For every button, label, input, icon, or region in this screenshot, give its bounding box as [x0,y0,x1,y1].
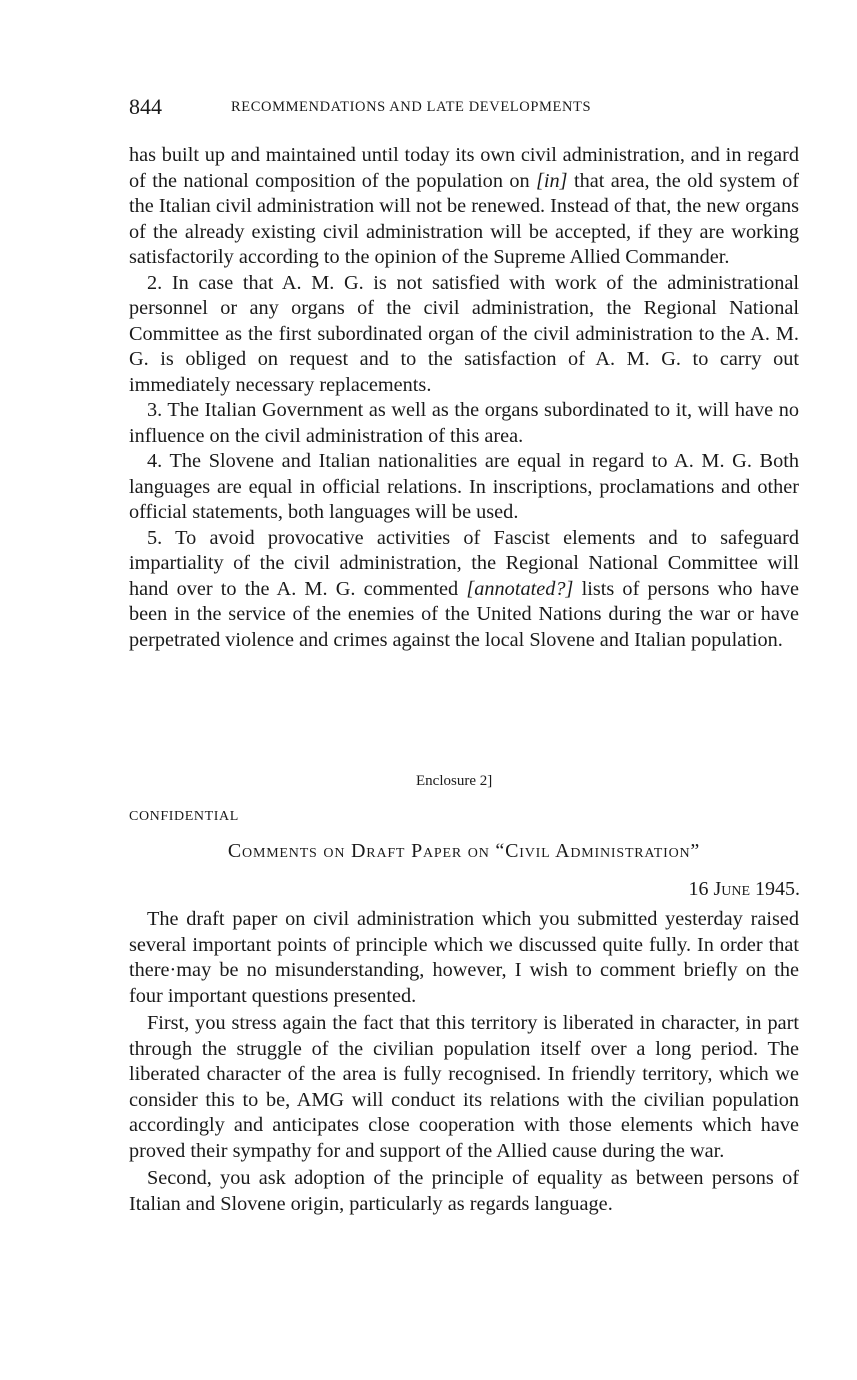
page-number: 844 [129,94,162,119]
paragraph-1: has built up and maintained until today its own civil administration, and in regard of the national composition of the population on [in] that area, the old system of the Italian civil administration will not be renewed. Instead of that, the new organs of the already existing civil administration will be accepted, if they are working satisfactorily according to the opinion of the Supreme Allied Commander. [129,144,799,268]
enclosure-paragraph-3: Second, you ask adoption of the principle of equality as between persons of Italian and Slovene origin, particularly as regards language. [129,1167,799,1215]
enclosure-text [129,907,799,1219]
enclosure-paragraph-1: The draft paper on civil administration which you submitted yesterday raised several important points of principle which we discussed quite fully. In order that there·may be no misunderstanding, however, I wish to comment briefly on the four important questions presented. [129,908,799,1007]
editorial-annotation: [annotated?] [466,577,574,600]
paragraph-2: 2. In case that A. M. G. is not satisfied with work of the administrational personnel or any organs of the civil administration, the Regional National Committee as the first subordinated organ of the civil administration to the A. M. G. is obliged on request and to the satisfaction of A. M. G. to carry out immediately necessary replacements. [129,271,799,396]
enclosure-label: Enclosure 2] [416,773,493,789]
document-title: Comments on Draft Paper on “Civil Administration” [227,840,701,862]
paragraph-5: 5. To avoid provocative activities of Fascist elements and to safeguard impartiality of the civil administration, the Regional National Committee will hand over to the A. M. G. commented [annotated?] lists of persons who have been in the service of the enemies of the United Nations during the war or have perpetrated violence and crimes against the local Slovene and Italian population. [129,526,799,651]
running-head: RECOMMENDATIONS AND LATE DEVELOPMENTS [231,99,592,115]
enclosure-paragraph-2: First, you stress again the fact that this territory is liberated in character, in part through the struggle of the civilian population itself over a long period. The liberated character of the area is fully recognised. In friendly territory, which we consider this to be, AMG will conduct its relations with the civilian population accordingly and anticipates close cooperation with those elements which have proved their sympathy for and support of the Allied cause during the war. [129,1012,799,1162]
paragraph-4: 4. The Slovene and Italian nationalities are equal in regard to A. M. G. Both languages are equal in official relations. In inscriptions, proclamations and other official statements, both languages will be used. [129,450,799,523]
continuation-text [129,143,799,653]
paragraph-3: 3. The Italian Government as well as the organs subordinated to it, will have no influence on the civil administration of this area. [129,399,799,447]
page-header [129,93,799,121]
classification-label: CONFIDENTIAL [129,809,239,824]
editorial-insert: [in] [536,169,568,192]
document-date: 16 June 1945. [688,878,800,900]
